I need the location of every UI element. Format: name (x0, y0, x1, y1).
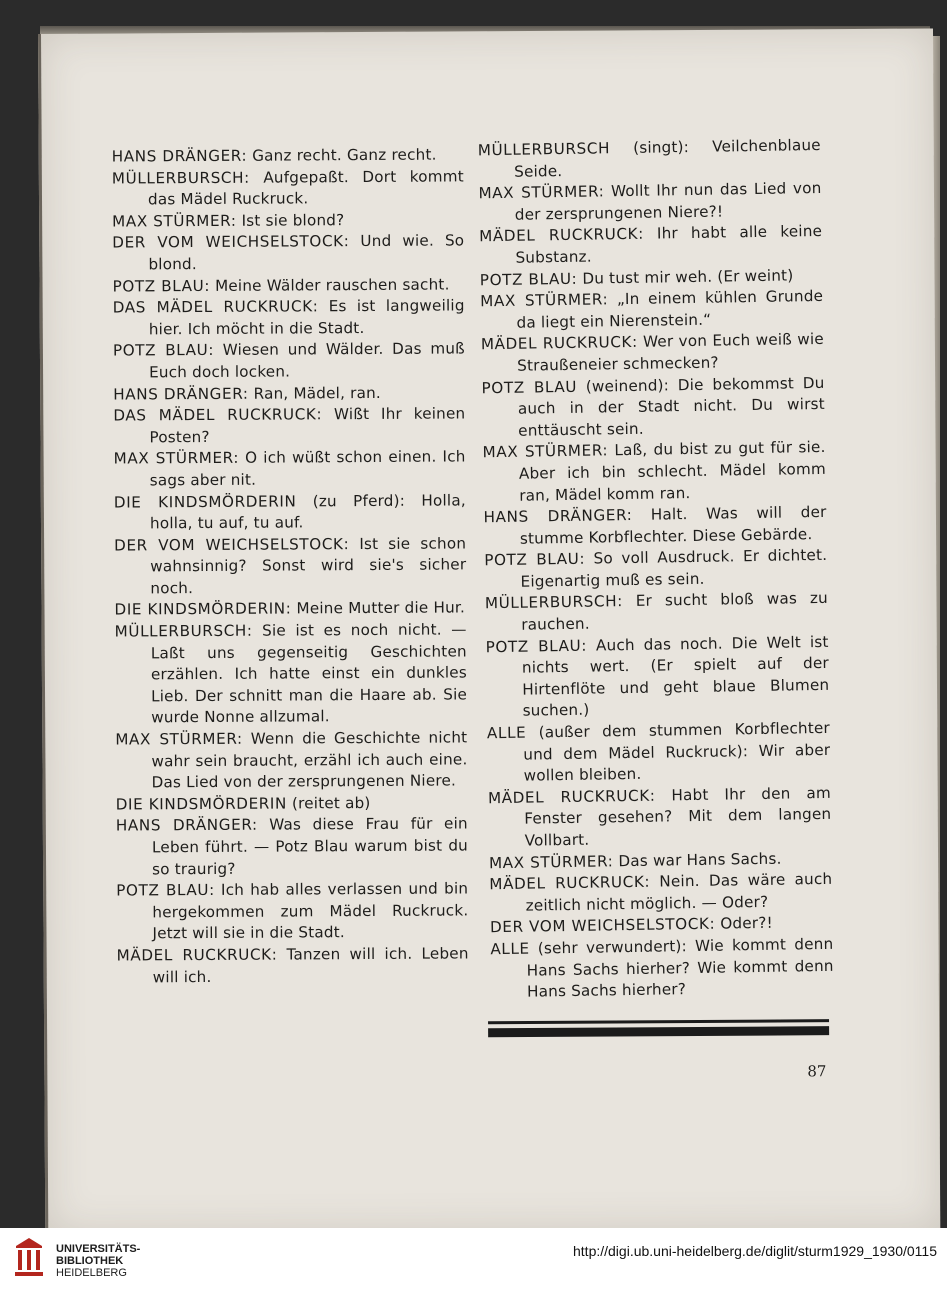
dialogue-entry (482, 437, 826, 507)
dialogue-entry (112, 144, 464, 168)
dialogue-entry (481, 372, 825, 442)
logo-text-line1: UNIVERSITÄTS- (56, 1243, 141, 1255)
dialogue-text: Ich hab alles verlassen und bin hergekommen zum Mädel Ruckruck. Jetzt will sie in die Stadt. (152, 879, 469, 943)
speaker-name: MÄDEL RUCKRUCK: (489, 872, 651, 894)
dialogue-entry (116, 814, 468, 881)
speaker-name: MAX STÜRMER: (478, 182, 605, 203)
dialogue-entry (116, 879, 468, 946)
speaker-name: POTZ BLAU: (112, 341, 215, 360)
speaker-name: MAX STÜRMER: (488, 851, 614, 872)
section-rule (488, 1019, 829, 1038)
speaker-name: MÜLLERBURSCH: (114, 621, 253, 641)
dialogue-text: Aufgepaßt. Dort kommt das Mädel Ruckruck. (147, 166, 464, 209)
speaker-name: MÄDEL RUCKRUCK: (116, 945, 278, 965)
dialogue-text: So voll Ausdruck. Er dichtet. Eigenartig muß es sein. (520, 546, 828, 591)
dialogue-entry (115, 619, 468, 729)
page-number: 87 (807, 1062, 827, 1081)
speaker-name: DAS MÄDEL RUCKRUCK: (112, 297, 319, 317)
dialogue-text: Wenn die Geschichte nicht wahr sein braucht, erzähl ich auch eine. Das Lied von der zersprungenen Niere. (151, 728, 468, 792)
speaker-name: DER VOM WEICHSELSTOCK: (112, 232, 350, 252)
dialogue-entry (113, 296, 465, 341)
speaker-name: ALLE (486, 723, 527, 743)
dialogue-entry (480, 286, 824, 335)
dialogue-text: Tanzen will ich. Leben will ich. (152, 944, 469, 986)
speaker-name: MÄDEL RUCKRUCK: (480, 333, 638, 354)
library-logo-icon (12, 1236, 46, 1280)
dialogue-text: Es ist langweilig hier. Ich möcht in die Stadt. (148, 296, 465, 339)
speaker-name: HANS DRÄNGER: (111, 146, 248, 166)
dialogue-text: Was diese Frau für ein Leben führt. — Potz Blau warum bist du so traurig? (151, 814, 469, 878)
dialogue-text: Ihr habt alle keine Substanz. (515, 222, 823, 267)
dialogue-entry (485, 588, 829, 637)
dialogue-entry (114, 447, 466, 492)
dialogue-text: Ganz recht. Ganz recht. (252, 145, 437, 165)
dialogue-text: Er sucht bloß was zu rauchen. (521, 589, 829, 634)
dialogue-text: Wollt Ihr nun das Lied von der zersprungenen Niere?! (514, 179, 822, 224)
dialogue-text: Meine Wälder rauschen sacht. (215, 275, 450, 295)
dialogue-text: Nein. Das wäre auch zeitlich nicht möglich. — Oder? (525, 870, 833, 915)
speaker-name: HANS DRÄNGER: (113, 384, 249, 404)
dialogue-entry (116, 792, 468, 816)
text-column-left (112, 144, 469, 988)
dialogue-entry (487, 718, 831, 788)
dialogue-entry (112, 209, 464, 233)
dialogue-entry (113, 404, 465, 449)
dialogue-entry (114, 533, 466, 600)
speaker-name: POTZ BLAU (481, 377, 578, 397)
dialogue-entry (112, 166, 464, 211)
dialogue-text: (weinend): Die bekommst Du auch in der Stadt nicht. Du wirst enttäuscht sein. (517, 373, 825, 440)
library-footer (0, 1228, 947, 1297)
speaker-name: DER VOM WEICHSELSTOCK: (114, 534, 350, 555)
dialogue-entry (488, 783, 832, 853)
speaker-name: HANS DRÄNGER: (483, 506, 633, 527)
dialogue-entry (114, 490, 466, 535)
dialogue-text: Wiesen und Wälder. Das muß Euch doch locken. (149, 339, 465, 382)
dialogue-entry (112, 274, 464, 298)
dialogue-text: (zu Pferd): Holla, holla, tu auf, tu auf. (149, 490, 466, 533)
dialogue-text: Wer von Euch weiß wie Straußeneier schmecken? (517, 330, 824, 375)
dialogue-text: Wißt Ihr keinen Posten? (149, 404, 466, 447)
speaker-name: POTZ BLAU: (484, 549, 586, 570)
dialogue-entry (489, 869, 833, 918)
speaker-name: MAX STÜRMER: (480, 290, 609, 311)
dialogue-entry (484, 545, 828, 594)
dialogue-entry (481, 329, 825, 378)
dialogue-text: Du tust mir weh. (Er weint) (582, 265, 794, 288)
speaker-name: MÜLLERBURSCH (477, 139, 611, 160)
dialogue-entry (112, 231, 464, 276)
speaker-name: HANS DRÄNGER: (115, 816, 258, 835)
rule-thin-line (488, 1019, 829, 1024)
speaker-name: MÄDEL RUCKRUCK: (479, 225, 645, 246)
speaker-name: DER VOM WEICHSELSTOCK: (489, 915, 716, 937)
text-column-right (478, 135, 835, 1004)
dialogue-entry (115, 727, 467, 794)
speaker-name: MAX STÜRMER: (482, 441, 609, 462)
speaker-name: DIE KINDSMÖRDERIN (115, 794, 287, 814)
speaker-name: ALLE (490, 939, 530, 959)
dialogue-text: Habt Ihr den am Fenster gesehen? Mit dem langen Vollbart. (524, 783, 832, 850)
dialogue-text: Ist sie schon wahnsinnig? Sonst wird sie's sicher noch. (150, 534, 467, 598)
logo-text-line2: BIBLIOTHEK (56, 1255, 124, 1267)
dialogue-entry (113, 339, 465, 384)
dialogue-text: Auch das noch. Die Welt ist nichts wert. (Er spielt auf der Hirtenflöte und geht blaue Blumen suchen.) (521, 632, 830, 721)
speaker-name: MAX STÜRMER: (112, 211, 237, 231)
speaker-name: POTZ BLAU: (112, 276, 211, 296)
dialogue-text: Ran, Mädel, ran. (253, 383, 381, 403)
dialogue-text: Das war Hans Sachs. (618, 849, 782, 870)
speaker-name: MÜLLERBURSCH: (484, 592, 624, 613)
dialogue-text: (sehr verwundert): Wie kommt denn Hans Sachs hierher? Wie kommt denn Hans Sachs hierher? (526, 934, 834, 1001)
dialogue-entry (479, 221, 823, 270)
speaker-name: MAX STÜRMER: (113, 449, 240, 468)
dialogue-entry (483, 502, 827, 551)
dialogue-text: Meine Mutter die Hur. (296, 598, 466, 618)
dialogue-text: (außer dem stummen Korbflechter und dem Mädel Ruckruck): Wir aber wollen bleiben. (523, 718, 831, 785)
speaker-name: DAS MÄDEL RUCKRUCK: (113, 405, 323, 425)
dialogue-text: (singt): Veilchenblaue Seide. (514, 135, 821, 181)
dialogue-text: Und wie. So blond. (148, 231, 465, 274)
logo-text-line3: HEIDELBERG (56, 1267, 127, 1279)
dialogue-text: „In einem kühlen Grunde da liegt ein Nierenstein.“ (516, 287, 824, 332)
book-page (38, 29, 940, 1228)
source-url-link[interactable]: http://digi.ub.uni-heidelberg.de/diglit/sturm1929_1930/0115 (573, 1243, 937, 1259)
dialogue-entry (485, 632, 829, 724)
speaker-name: MÜLLERBURSCH: (111, 168, 250, 188)
dialogue-entry (490, 934, 834, 1004)
dialogue-entry (478, 135, 822, 184)
dialogue-text: Sie ist es noch nicht. — Laßt uns gegenseitig Geschichten erzählen. Ich hatte einst ein dunkles Lieb. Der schnitt man die Haare ab. Sie wurde Nonne allzumal. (150, 620, 468, 727)
dialogue-entry (113, 382, 465, 406)
speaker-name: MAX STÜRMER: (115, 729, 243, 749)
rule-thick-line (488, 1026, 829, 1037)
speaker-name: POTZ BLAU: (116, 881, 215, 900)
speaker-name: DIE KINDSMÖRDERIN (113, 491, 297, 512)
dialogue-text: Laß, du bist zu gut für sie. Aber ich bin schlecht. Mädel komm ran, Mädel komm ran. (518, 438, 827, 505)
dialogue-text: Halt. Was will der stumme Korbflechter. Diese Gebärde. (519, 502, 827, 548)
speaker-name: DIE KINDSMÖRDERIN: (114, 599, 292, 620)
dialogue-entry (478, 178, 822, 227)
dialogue-text: O ich wüßt schon einen. Ich sags aber nit. (149, 447, 466, 490)
speaker-name: POTZ BLAU: (479, 269, 578, 289)
dialogue-entry (117, 943, 469, 988)
dialogue-text: Oder?! (720, 914, 773, 933)
speaker-name: POTZ BLAU: (485, 636, 588, 656)
dialogue-text: Ist sie blond? (241, 210, 345, 230)
dialogue-text: (reitet ab) (291, 793, 371, 813)
speaker-name: MÄDEL RUCKRUCK: (487, 786, 656, 808)
dialogue-entry (114, 598, 466, 622)
